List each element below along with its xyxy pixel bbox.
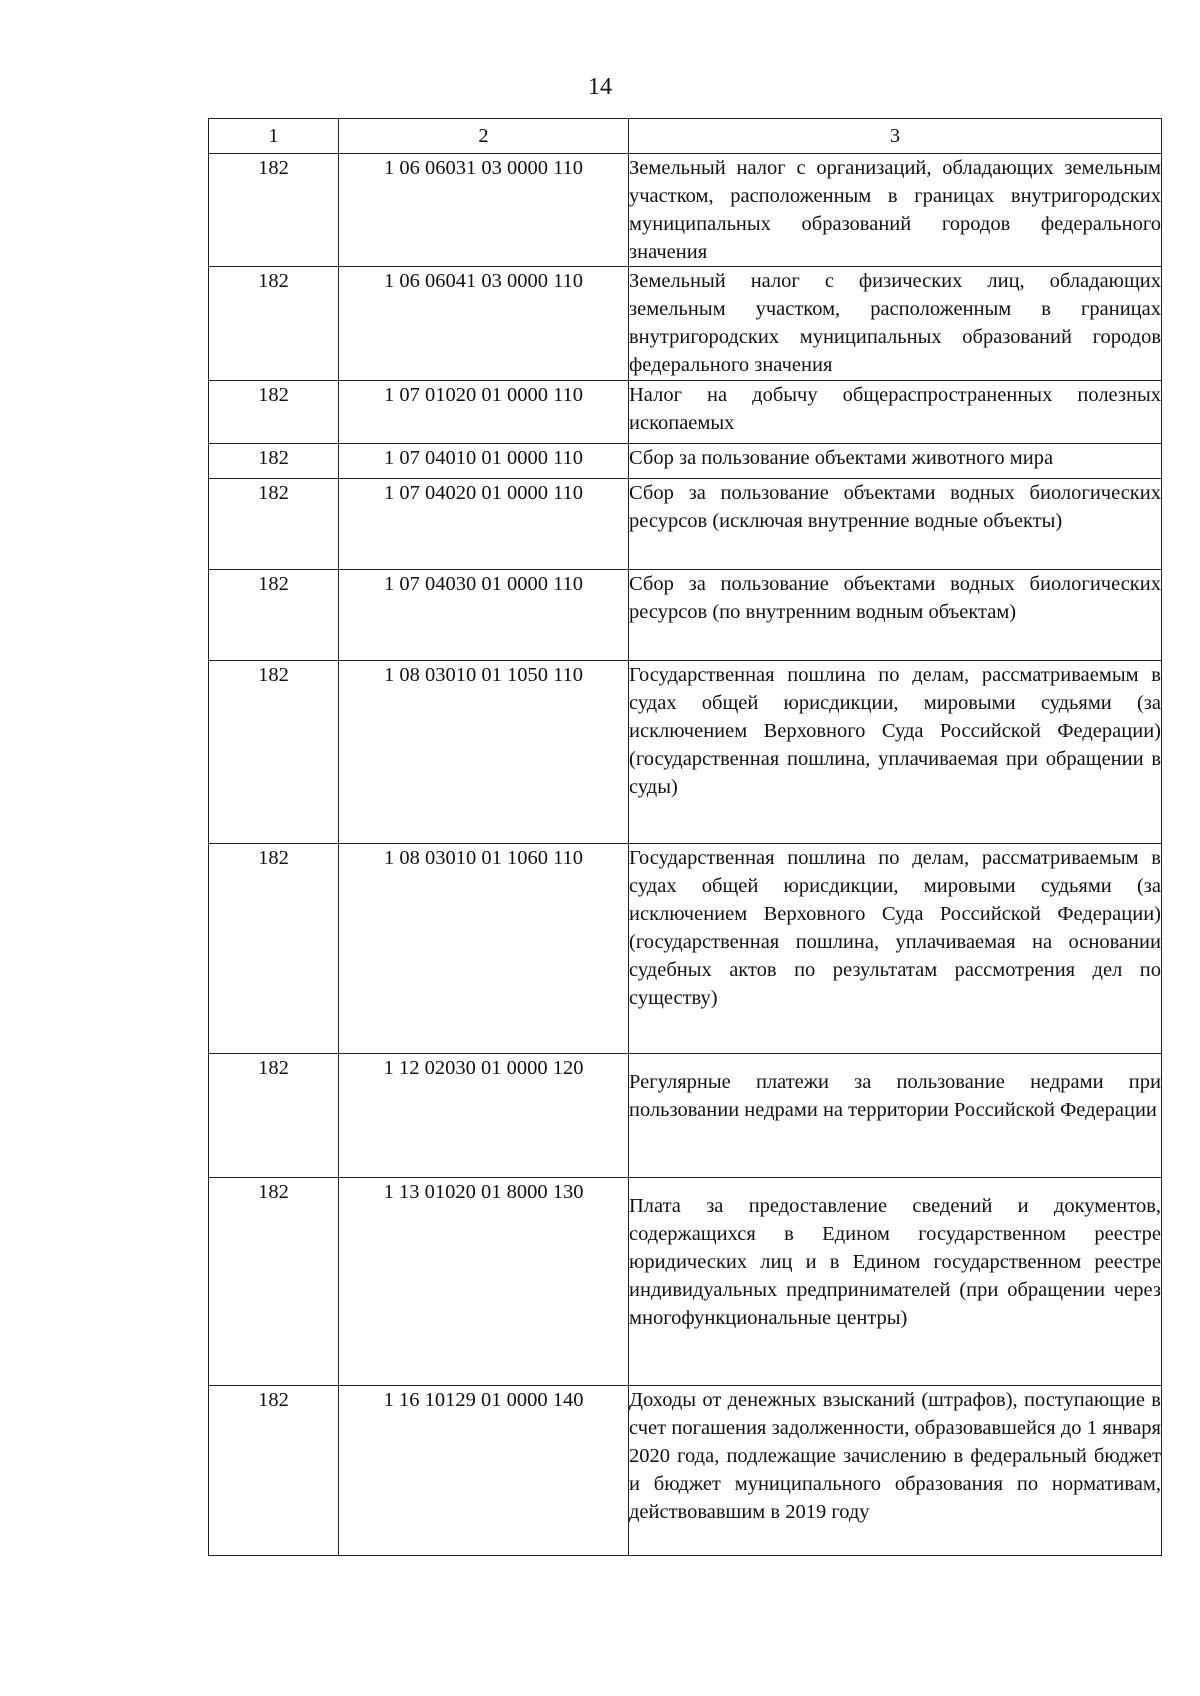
admin-code-cell: 182: [209, 570, 339, 661]
admin-code-cell: 182: [209, 381, 339, 444]
budget-code-cell: 1 06 06031 03 0000 110: [339, 154, 629, 267]
budget-code-cell: 1 07 04030 01 0000 110: [339, 570, 629, 661]
admin-code-cell: 182: [209, 267, 339, 381]
description-cell: Плата за предоставление сведений и документов, содержащихся в Едином государственном реестре юридических лиц и в Едином государственном реестре индивидуальных предпринимателей (при обращении через многофункциональные центры): [629, 1178, 1162, 1386]
description-cell: Сбор за пользование объектами животного мира: [629, 444, 1162, 479]
description-cell: Государственная пошлина по делам, рассматриваемым в судах общей юрисдикции, мировыми судьями (за исключением Верховного Суда Российской Федерации) (государственная пошлина, уплачиваемая при обращении в суды): [629, 661, 1162, 844]
table-row: [209, 267, 1162, 381]
admin-code-cell: 182: [209, 1054, 339, 1178]
table-row: [209, 570, 1162, 661]
description-cell: Регулярные платежи за пользование недрами при пользовании недрами на территории Российской Федерации: [629, 1054, 1162, 1178]
budget-code-cell: 1 07 04010 01 0000 110: [339, 444, 629, 479]
table-row: [209, 381, 1162, 444]
budget-code-cell: 1 12 02030 01 0000 120: [339, 1054, 629, 1178]
table-row: [209, 444, 1162, 479]
page-number: 14: [588, 74, 612, 100]
table-row: [209, 479, 1162, 570]
description-cell: Государственная пошлина по делам, рассматриваемым в судах общей юрисдикции, мировыми судьями (за исключением Верховного Суда Российской Федерации) (государственная пошлина, уплачиваемая на основании судебных актов по результатам рассмотрения дел по существу): [629, 844, 1162, 1054]
budget-code-cell: 1 08 03010 01 1050 110: [339, 661, 629, 844]
description-cell: Сбор за пользование объектами водных биологических ресурсов (по внутренним водным объектам): [629, 570, 1162, 661]
table-header-row: [209, 119, 1162, 154]
description-cell: Доходы от денежных взысканий (штрафов), поступающие в счет погашения задолженности, образовавшейся до 1 января 2020 года, подлежащие зачислению в федеральный бюджет и бюджет муниципального образования по нормативам, действовавшим в 2019 году: [629, 1386, 1162, 1556]
table-row: [209, 1178, 1162, 1386]
description-cell: Сбор за пользование объектами водных биологических ресурсов (исключая внутренние водные объекты): [629, 479, 1162, 570]
admin-code-cell: 182: [209, 661, 339, 844]
revenue-codes-table: [208, 118, 1162, 1556]
column-header-2: 2: [339, 119, 629, 154]
budget-code-cell: 1 16 10129 01 0000 140: [339, 1386, 629, 1556]
budget-code-cell: 1 07 01020 01 0000 110: [339, 381, 629, 444]
admin-code-cell: 182: [209, 1178, 339, 1386]
admin-code-cell: 182: [209, 844, 339, 1054]
table-row: [209, 1054, 1162, 1178]
budget-code-cell: 1 08 03010 01 1060 110: [339, 844, 629, 1054]
column-header-1: 1: [209, 119, 339, 154]
description-cell: Налог на добычу общераспространенных полезных ископаемых: [629, 381, 1162, 444]
admin-code-cell: 182: [209, 1386, 339, 1556]
table-row: [209, 844, 1162, 1054]
column-header-3: 3: [629, 119, 1162, 154]
admin-code-cell: 182: [209, 154, 339, 267]
description-cell: Земельный налог с организаций, обладающих земельным участком, расположенным в границах внутригородских муниципальных образований городов федерального значения: [629, 154, 1162, 267]
admin-code-cell: 182: [209, 479, 339, 570]
budget-code-cell: 1 07 04020 01 0000 110: [339, 479, 629, 570]
table-row: [209, 1386, 1162, 1556]
admin-code-cell: 182: [209, 444, 339, 479]
budget-code-cell: 1 13 01020 01 8000 130: [339, 1178, 629, 1386]
budget-code-cell: 1 06 06041 03 0000 110: [339, 267, 629, 381]
description-cell: Земельный налог с физических лиц, обладающих земельным участком, расположенным в границах внутригородских муниципальных образований городов федерального значения: [629, 267, 1162, 381]
table-row: [209, 661, 1162, 844]
table-row: [209, 154, 1162, 267]
